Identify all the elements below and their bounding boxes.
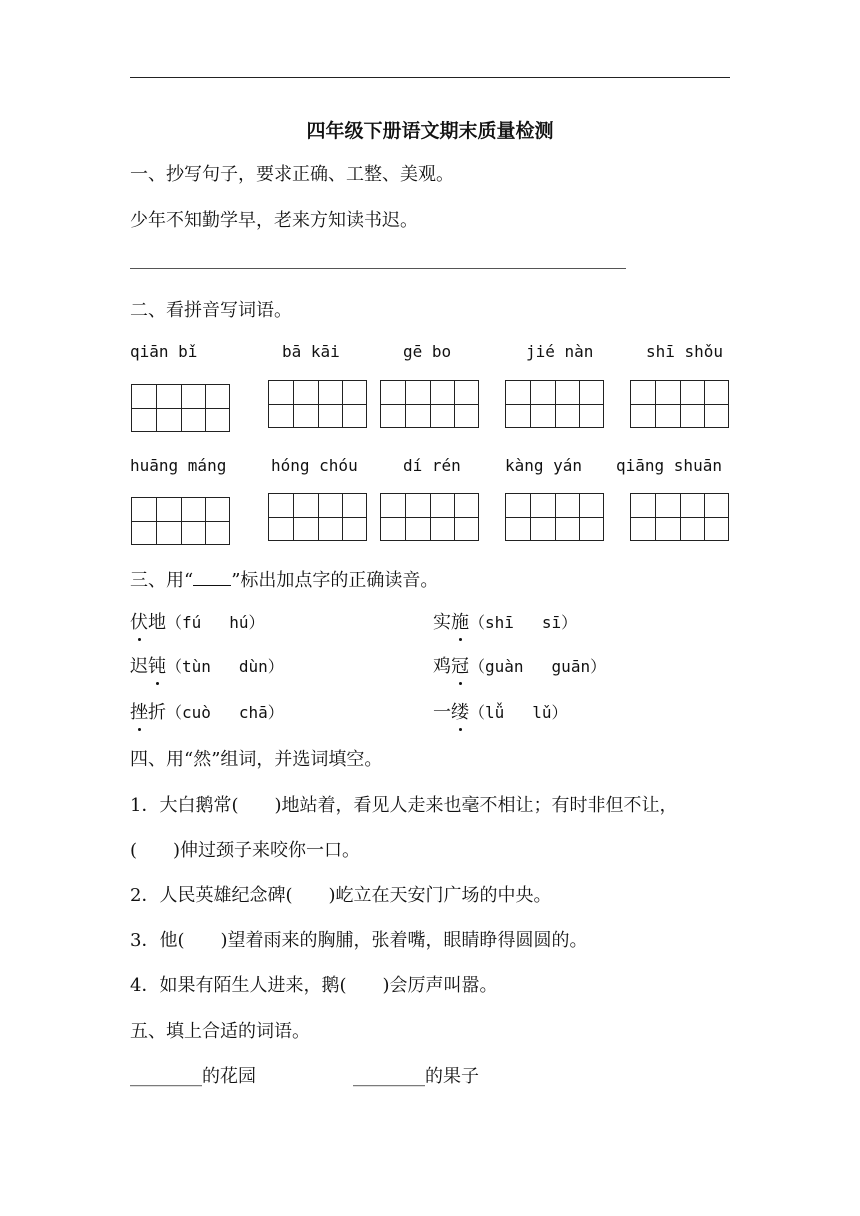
fill-blank-garden[interactable]: ________的花园 (130, 1066, 256, 1087)
option-a[interactable]: （cuò (166, 703, 211, 722)
option-b[interactable]: chā） (238, 703, 284, 722)
tianzige-box[interactable] (131, 384, 230, 432)
dotted-char: 伏 (130, 608, 148, 634)
underline-marker (193, 585, 231, 586)
option-b[interactable]: hú） (229, 613, 265, 632)
reading-item: 挫折（cuò chā） (130, 698, 284, 724)
reading-item: 伏地（fú hú） (130, 608, 265, 634)
section1-heading: 一、抄写句子，要求正确、工整、美观。 (130, 164, 454, 185)
reading-item: 鸡冠（guàn guān） (433, 652, 606, 678)
section2-heading: 二、看拼音写词语。 (130, 300, 292, 321)
reading-item: 实施（shī sī） (433, 608, 577, 634)
option-a[interactable]: （lǚ (469, 703, 505, 722)
pinyin-label: qiāng shuān (616, 456, 722, 475)
tianzige-box[interactable] (268, 380, 367, 428)
option-a[interactable]: （tùn (166, 657, 211, 676)
tianzige-box[interactable] (630, 380, 729, 428)
option-a[interactable]: （guàn (469, 657, 524, 676)
dotted-char: 冠 (451, 652, 469, 678)
top-rule (130, 77, 730, 78)
pinyin-label: dí rén (403, 456, 461, 475)
pinyin-label: shī shǒu (646, 342, 724, 361)
copy-sentence: 少年不知勤学早，老来方知读书迟。 (130, 210, 418, 231)
fill-blank-fruit[interactable]: ________的果子 (353, 1066, 479, 1087)
tianzige-box[interactable] (505, 380, 604, 428)
option-a[interactable]: （fú (166, 613, 202, 632)
option-b[interactable]: sī） (541, 613, 578, 632)
tianzige-box[interactable] (131, 497, 230, 545)
section3-heading: 三、用“ ”标出加点字的正确读音。 (130, 570, 439, 591)
dotted-char: 挫 (130, 698, 148, 724)
pinyin-label: qiān bǐ (130, 342, 198, 361)
pinyin-label: jié nàn (526, 342, 594, 361)
pinyin-label: kàng yán (505, 456, 583, 475)
question-1-line-1: 1．大白鹅常( )地站着，看见人走来也毫不相让；有时非但不让， (130, 795, 678, 816)
reading-item: 一缕（lǚ lǔ） (433, 698, 568, 724)
tianzige-box[interactable] (380, 380, 479, 428)
reading-item: 迟钝（tùn dùn） (130, 652, 284, 678)
tianzige-box[interactable] (630, 493, 729, 541)
pinyin-label: bā kāi (282, 342, 340, 361)
copy-answer-line[interactable] (130, 268, 626, 269)
option-b[interactable]: guān） (551, 657, 607, 676)
question-1-line-2: ( )伸过颈子来咬你一口。 (130, 840, 361, 861)
option-a[interactable]: （shī (469, 613, 514, 632)
section5-heading: 五、填上合适的词语。 (130, 1021, 310, 1042)
dotted-char: 钝 (148, 652, 166, 678)
tianzige-box[interactable] (268, 493, 367, 541)
option-b[interactable]: dùn） (238, 657, 284, 676)
section4-heading: 四、用“然”组词，并选词填空。 (130, 749, 383, 770)
tianzige-box[interactable] (505, 493, 604, 541)
pinyin-label: gē bo (403, 342, 452, 361)
pinyin-label: huāng máng (130, 456, 227, 475)
dotted-char: 缕 (451, 698, 469, 724)
question-3: 3．他( )望着雨来的胸脯，张着嘴，眼睛睁得圆圆的。 (130, 930, 588, 951)
question-2: 2．人民英雄纪念碑( )屹立在天安门广场的中央。 (130, 885, 552, 906)
question-4: 4．如果有陌生人进来，鹅( )会厉声叫嚣。 (130, 975, 498, 996)
pinyin-label: hóng chóu (271, 456, 358, 475)
tianzige-box[interactable] (380, 493, 479, 541)
option-b[interactable]: lǔ） (532, 703, 568, 722)
dotted-char: 施 (451, 608, 469, 634)
page-title: 四年级下册语文期末质量检测 (306, 120, 554, 142)
